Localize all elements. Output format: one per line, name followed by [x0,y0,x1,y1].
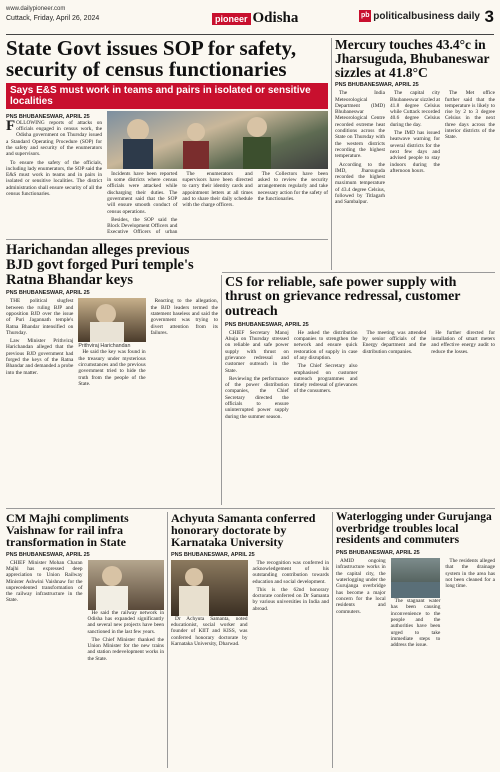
cs-headline: CS for reliable, safe power supply with thrust on grievance redressal, customer outreach [225,276,461,319]
heat-paragraph: The capital city Bhubaneswar sizzled at 41.8 degree Celsius while Cuttack recorded 40.6 degree Celsius during the day. [390,90,441,128]
water-byline: PNS BHUBANESWAR, APRIL 25 [336,550,420,557]
heat-headline: Mercury touches 43.4°c in Jharsuguda, Bhubaneswar sizzles at 41.8°C [335,38,490,80]
cs-paragraph: He asked the distribution companies to strengthen the network and ensure quick restoration of supply in case of any disruption. [293,329,358,361]
cs-byline: PNS BHUBANESWAR, APRIL 25 [225,321,309,328]
dateline: Cuttack, Friday, April 26, 2024 [6,15,100,22]
story-sop [6,38,328,236]
water-headline: Waterlogging under Gurujanga overbridge troubles local residents and commuters [336,512,492,547]
column-divider [167,512,168,768]
section-rule [6,508,495,509]
heat-paragraph: According to the IMD, Jharsuguda recorded the highest maximum temperature of 43.4 degree Celsius, followed by Titlagarh and Sambalpur. [335,161,385,206]
sop-paragraph: To ensure the safety of the officials, including lady enumerators, the SOP said the E&S must work in teams and in pairs in isolated or sensitive localities. The district administration shall ensure security of all the census functionaries. [6,159,103,198]
sop-paragraph: OLLOWING reports of attacks on officials engaged in census work, the Odisha government on Thursday issued a Standard Operating Procedure (SOP) for the safety and security of the enumerators and supervisors. [6,119,103,158]
section-brand [212,10,298,27]
achyuta-paragraph: The recognition was conferred in acknowledgement of his outstanding contribution towards education and social development. [252,559,329,585]
sop-dropcap: F [6,117,16,134]
masthead [6,4,494,34]
harichandan-caption: Prithviraj Harichandan [78,343,131,350]
column-divider [331,38,332,270]
sop-headline: State Govt issues SOP for safety, security of census functionaries [6,38,297,82]
water-paragraph: AMID ongoing infrastructure works in the capital city, the waterlogging under the Gurujanga overbridge has become a major concern for the local residents and commuters. [336,558,386,615]
achyuta-paragraph: This is the 62nd honorary doctorate conferred on Dr Samanta by various universities in India and abroad. [252,586,329,612]
column-divider [221,275,222,505]
cm-paragraph: The Chief Minister thanked the Union Minister for the new trains and station redevelopment works in the State. [87,636,164,662]
story-heat [335,38,495,270]
cm-headline: CM Majhi compliments Vaishnaw for rail infra transformation in State [6,512,129,550]
majhi-photo [88,560,165,610]
page-number: 3 [484,7,494,26]
sop-kicker: Says E&S must work in teams and pairs in isolated or sensitive localities [6,83,328,109]
cs-paragraph: Reviewing the performance of the power distribution companies, the Chief Secretary directed the officials to ensure uninterrupted power supply during the summer season. [225,375,289,420]
ratna-byline: PNS BHUBANESWAR, APRIL 25 [6,290,90,297]
section-rule [222,272,495,273]
pioneer-logo: pioneer [212,13,251,25]
cs-paragraph: The Chief Secretary also emphasised on customer outreach programmes and timely redressal of grievances of the consumers. [293,363,358,395]
heat-paragraph: The Met office further said that the temperature is likely to rise by 2 to 3 degree Celsius in the next three days across the interior districts of the State. [445,90,495,141]
heat-paragraph: The IMD has issued heatwave warning for several districts for the next few days and advised people to stay indoors during the afternoon hours. [390,130,440,174]
story-achyuta [171,512,329,768]
water-paragraph: The stagnant water has been causing inconvenience to the people and the authorities have been urged to take immediate steps to address the issue. [390,598,441,649]
ratna-paragraph: Reacting to the allegation, the BJD leaders termed the statement baseless and said the government was trying to divert attention from its failures. [150,298,218,336]
waterlogging-photo [391,558,441,598]
story-ratna [6,243,218,505]
sop-paragraph: Incidents have been reported in some districts where census officials were attacked while discharging their duties. The government said that the SOP will ensure smooth conduct of census operations. [107,170,178,215]
water-paragraph: The residents alleged that the drainage system in the area has not been cleaned for a long time. [445,558,495,590]
ratna-paragraph: Law Minister Prithviraj Harichandan alleged that the previous BJD government had forged the keys of the Ratna Bhandar and demanded a probe into the matter. [6,338,74,376]
achyuta-photo [171,560,248,616]
census-photo [107,111,328,169]
story-cs [225,276,495,504]
section-title: Odisha [252,10,299,26]
cm-paragraph: CHIEF Minister Mohan Charan Majhi has expressed deep appreciation to Union Railway Minister Ashwini Vaishnaw for the unprecedented transformation of the railway infrastructure in the State. [6,559,83,604]
achyuta-headline: Achyuta Samanta conferred honorary doctorate by Karnataka University [171,512,316,550]
harichandan-photo [78,298,145,342]
heat-byline: PNS BHUBANESWAR, APRIL 25 [335,82,419,89]
website-url: www.dailypioneer.com [6,6,66,12]
column-divider [332,512,333,768]
cm-byline: PNS BHUBANESWAR, APRIL 25 [6,551,90,558]
pb-logo-icon: pb [359,10,371,22]
heat-paragraph: The India Meteorological Department (IMD) Bhubaneswar Meteorological Centre recorded extreme heat conditions across the State on Thursday with the western districts recording the highest temperature. [335,90,385,160]
masthead-rule [6,34,494,35]
section-rule [6,239,328,240]
cs-paragraph: The meeting was attended by senior officials of the Energy department and the distribution companies. [362,329,427,355]
ratna-headline: Harichandan alleges previous BJD govt forged Puri temple's Ratna Bhandar keys [6,243,194,288]
ratna-paragraph: He said the key was found in the treasury under mysterious circumstances and the previous government tried to hide the truth from the people of the State. [78,349,146,387]
cs-paragraph: CHIEF Secretary Manoj Ahuja on Thursday stressed on reliable and safe power supply with thrust on grievance redressal and customer outreach in the State. [225,329,289,374]
achyuta-paragraph: Dr Achyuta Samanta, noted educationist, social worker and founder of KIIT and KISS, was conferred honorary doctorate by Karnataka University, Dharwad. [171,615,248,647]
political-business-brand [359,10,480,22]
cm-paragraph: He said the railway network in Odisha has expanded significantly and several new projects have been sanctioned in the last few years. [87,609,164,635]
sop-byline: PNS BHUBANESWAR, APRIL 25 [6,113,90,120]
ratna-paragraph: THE political slugfest between the ruling BJP and opposition BJD over the issue of Puri Jagannath temple's Ratna Bhandar intensified on Thursday. [6,298,74,336]
sop-paragraph: Besides, the SOP said the Block Development Officers and Executive Officers of urban [107,216,178,236]
political-business-label: politicalbusiness daily [373,10,480,22]
story-cm [6,512,164,768]
sop-paragraph: The enumerators and supervisors have been directed to carry their identity cards and appointment letters at all times and to share their daily schedule with the charge officers. [182,170,253,209]
achyuta-byline: PNS BHUBANESWAR, APRIL 25 [171,551,255,558]
sop-paragraph: The Collectors have been asked to review the security arrangements regularly and take necessary action for the safety of the functionaries. [257,170,328,202]
story-water [336,512,495,768]
cs-paragraph: He further directed for installation of smart meters and effective energy audit to reduce the losses. [431,329,495,355]
